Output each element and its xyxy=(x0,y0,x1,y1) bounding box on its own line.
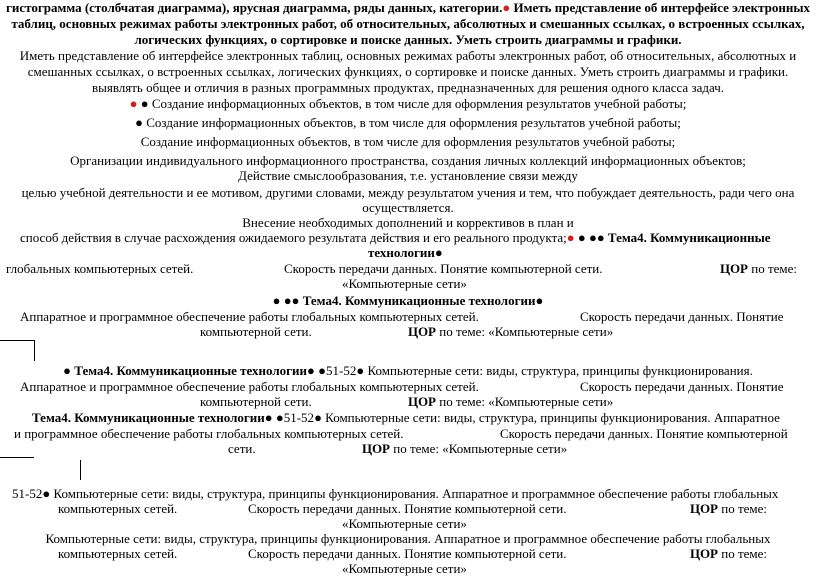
text-line-31: Компьютерные сети: виды, структура, принципы функционирования. Аппаратное и программное обеспечение работы глобальных xyxy=(45,531,771,546)
bullet-icon: ● xyxy=(356,363,365,378)
text-line-24a: компьютерной сети. xyxy=(200,394,312,409)
red-bullet-icon: ● xyxy=(502,0,511,15)
bullet-icon: ● xyxy=(596,230,605,245)
bullet-icon: ● xyxy=(588,230,597,245)
text-line-33: «Компьютерные сети» xyxy=(342,561,467,576)
table-border-line xyxy=(34,340,35,361)
bullet-icon: ● xyxy=(283,293,292,308)
bullet-icon: ● xyxy=(135,115,144,130)
text-line-15: способ действия в случае расхождения ожидаемого результата действия и его реального продукта;● ● ●● Тема4. Коммуникационные xyxy=(20,230,771,245)
bullet-icon: ● xyxy=(264,410,273,425)
text-line-7: ● ● Создание информационных объектов, в том числе для оформления результатов учебной работы; xyxy=(129,96,687,111)
text-line-20b: Скорость передачи данных. Понятие xyxy=(580,309,784,324)
text-line-29b: Скорость передачи данных. Понятие компьютерной сети. xyxy=(248,501,567,516)
bullet-icon: ● xyxy=(314,410,322,425)
bullet-icon: ● xyxy=(434,245,443,260)
text-line-25: Тема4. Коммуникационные технологии● ●51-52● Компьютерные сети: виды, структура, принципы функционирования. Аппаратное xyxy=(32,410,780,425)
text-line-2: таблиц, основных режимах работы электронных работ, об относительных, абсолютных и смешанных ссылках, о встроенных ссылках, xyxy=(11,16,805,31)
bullet-icon: ● xyxy=(535,293,544,308)
text-line-22: ● Тема4. Коммуникационные технологии● ●51-52● Компьютерные сети: виды, структура, принципы функционирования. xyxy=(63,363,753,378)
text-line-4: Иметь представление об интерфейсе электронных таблиц, основных режимах работы электронных работ, об относительных, абсолютных и xyxy=(19,48,797,63)
bullet-icon: ● xyxy=(42,486,51,501)
text-line-6: выявлять общее и отличия в разных программных продуктах, предназначенных для решения одного класса задач. xyxy=(91,80,725,95)
table-border-line xyxy=(0,340,34,341)
text-line-19: ● ●● Тема4. Коммуникационные технологии● xyxy=(272,293,544,308)
table-border-line xyxy=(80,460,81,480)
text-line-32c: ЦОР по теме: xyxy=(690,546,768,561)
bullet-icon: ● xyxy=(291,293,300,308)
text-line-13: осуществляется. xyxy=(362,200,454,215)
text-line-29c: ЦОР по теме: xyxy=(690,501,768,516)
text-line-16: технологии● xyxy=(368,245,443,260)
red-bullet-icon: ● xyxy=(566,230,575,245)
table-border-line xyxy=(0,457,34,458)
text-line-28: 51-52● Компьютерные сети: виды, структура, принципы функционирования. Аппаратное и программное обеспечение работы глобальных xyxy=(12,486,779,501)
text-line-1: гистограмма (столбчатая диаграмма), ярусная диаграмма, ряды данных, категории.● Иметь представление об интерфейсе электронных xyxy=(5,0,811,15)
bullet-icon: ● xyxy=(63,363,72,378)
bullet-icon: ● xyxy=(140,96,149,111)
bullet-icon: ● xyxy=(318,363,326,378)
bullet-icon: ● xyxy=(272,293,281,308)
text-line-21c: ЦОР по теме: «Компьютерные сети» xyxy=(408,324,614,339)
bullet-icon: ● xyxy=(577,230,586,245)
text-line-23a: Аппаратное и программное обеспечение работы глобальных компьютерных сетей. xyxy=(20,379,479,394)
text-line-23b: Скорость передачи данных. Понятие xyxy=(580,379,784,394)
text-line-9: Создание информационных объектов, в том числе для оформления результатов учебной работы; xyxy=(140,134,676,149)
text-line-20a: Аппаратное и программное обеспечение работы глобальных компьютерных сетей. xyxy=(20,309,479,324)
text-line-30: «Компьютерные сети» xyxy=(342,516,467,531)
text-line-12: целью учебной деятельности и ее мотивом, другими словами, между результатом учения и тем, что побуждает деятельность, ради чего она xyxy=(21,185,795,200)
text-line-8: ● Создание информационных объектов, в том числе для оформления результатов учебной работы; xyxy=(135,115,681,130)
text-line-14: Внесение необходимых дополнений и коррективов в план и xyxy=(242,215,574,230)
text-line-18: «Компьютерные сети» xyxy=(342,276,467,291)
text-line-10: Организации индивидуального информационного пространства, создания личных коллекций информационных объектов; xyxy=(70,153,746,168)
text-line-11: Действие смыслообразования, т.е. установление связи между xyxy=(238,168,578,183)
text-line-32a: компьютерных сетей. xyxy=(58,546,178,561)
text-line-27c: ЦОР по теме: «Компьютерные сети» xyxy=(362,441,568,456)
red-bullet-icon: ● xyxy=(129,96,138,111)
text-line-5: смешанных ссылках, о встроенных ссылках, логических функциях, о сортировке и поиске данных. Уметь строить диаграммы и графики. xyxy=(27,64,789,79)
bullet-icon: ● xyxy=(275,410,284,425)
text-line-17a: глобальных компьютерных сетей. xyxy=(6,261,194,276)
text-line-24c: ЦОР по теме: «Компьютерные сети» xyxy=(408,394,614,409)
text-line-17c: ЦОР по теме: xyxy=(720,261,798,276)
text-line-3: логических функциях, о сортировке и поиске данных. Уметь строить диаграммы и графики. xyxy=(134,32,682,47)
text-line-27a: сети. xyxy=(228,441,256,456)
text-line-26a: и программное обеспечение работы глобальных компьютерных сетей. xyxy=(14,426,404,441)
text-line-26b: Скорость передачи данных. Понятие компьютерной xyxy=(500,426,788,441)
text-line-29a: компьютерных сетей. xyxy=(58,501,178,516)
text-line-21a: компьютерной сети. xyxy=(200,324,312,339)
text-line-17b: Скорость передачи данных. Понятие компьютерной сети. xyxy=(284,261,603,276)
text-line-32b: Скорость передачи данных. Понятие компьютерной сети. xyxy=(248,546,567,561)
bullet-icon: ● xyxy=(307,363,315,378)
